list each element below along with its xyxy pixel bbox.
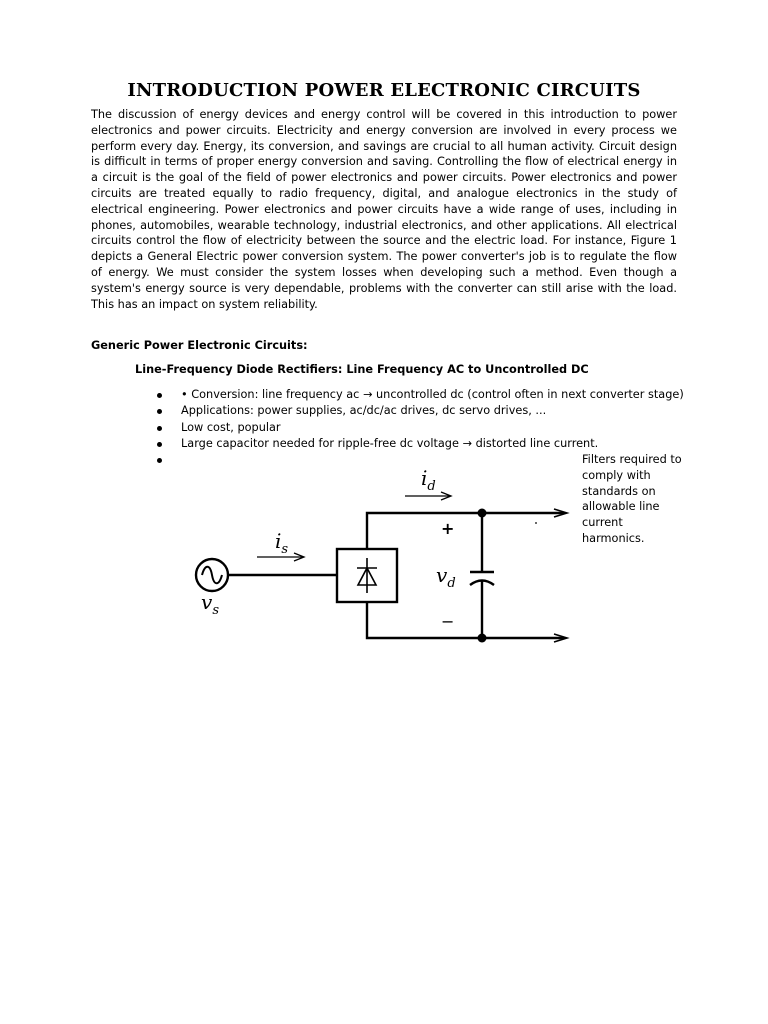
bullet-text: • Conversion: line frequency ac → uncontrolled dc (control often in next converter stage) — [181, 388, 684, 401]
bullet-text: Low cost, popular — [181, 420, 281, 434]
stray-dot — [535, 522, 537, 524]
section-heading: Generic Power Electronic Circuits: — [91, 339, 308, 352]
document-title: INTRODUCTION POWER ELECTRONIC CIRCUITS — [127, 80, 641, 101]
bullet-text: Large capacitor needed for ripple-free dc voltage → distorted line current. — [181, 436, 599, 450]
plus-sign: + — [441, 519, 455, 538]
bullet-item-applications — [156, 403, 684, 419]
bullet-list — [156, 387, 684, 452]
bullet-dot-icon — [157, 458, 162, 463]
minus-sign: − — [441, 612, 455, 631]
rectifier-circuit-diagram — [185, 460, 585, 660]
bullet-dot-icon — [157, 393, 162, 398]
ac-source-icon — [196, 559, 228, 591]
bullet-item-conversion — [156, 387, 684, 403]
bullet-item-cost — [156, 420, 684, 436]
source-voltage-label: $v_s$ — [201, 590, 219, 618]
dc-current-label: $i_d$ — [421, 466, 436, 494]
dc-positive-rail — [367, 513, 565, 549]
bullet-dot-icon — [157, 442, 162, 447]
capacitor-icon — [470, 513, 494, 638]
bullet-dot-icon — [157, 426, 162, 431]
sub-heading: Line-Frequency Diode Rectifiers: Line Frequency AC to Uncontrolled DC — [135, 363, 589, 376]
dc-negative-rail — [367, 602, 565, 638]
filters-note: Filters required to comply with standards on allowable line current harmonics. — [582, 453, 682, 545]
bullet-dot-icon — [157, 409, 162, 414]
intro-paragraph: The discussion of energy devices and energy control will be covered in this introduction to power electronics and power circuits. Electricity and energy conversion are involved in every process we perform every day. Energy, its conversion, and savings are crucial to all human activity. Circuit design is difficult in terms of proper energy conversion and saving. Controlling the flow of electrical energy in a circuit is the goal of the field of power electronics and power circuits. Power electronics and power circuits are treated equally to radio frequency, digital, and analogue electronics in the study of electrical engineering. Power electronics and power circuits have a wide range of uses, including in phones, automobiles, wearable technology, industrial electronics, and other applications. All electrical circuits control the flow of electricity between the source and the electric load. For instance, Figure 1 depicts a General Electric power conversion system. The power converter's job is to regulate the flow of energy. We must consider the system losses when developing such a method. Even though a system's energy source is very dependable, problems with the converter can still arise with the load. This has an impact on system reliability. — [91, 108, 677, 311]
dc-voltage-label: $v_d$ — [436, 563, 456, 591]
source-current-label: $i_s$ — [275, 529, 289, 557]
bullet-item-capacitor — [156, 436, 684, 452]
bullet-text: Applications: power supplies, ac/dc/ac drives, dc servo drives, ... — [181, 404, 547, 418]
